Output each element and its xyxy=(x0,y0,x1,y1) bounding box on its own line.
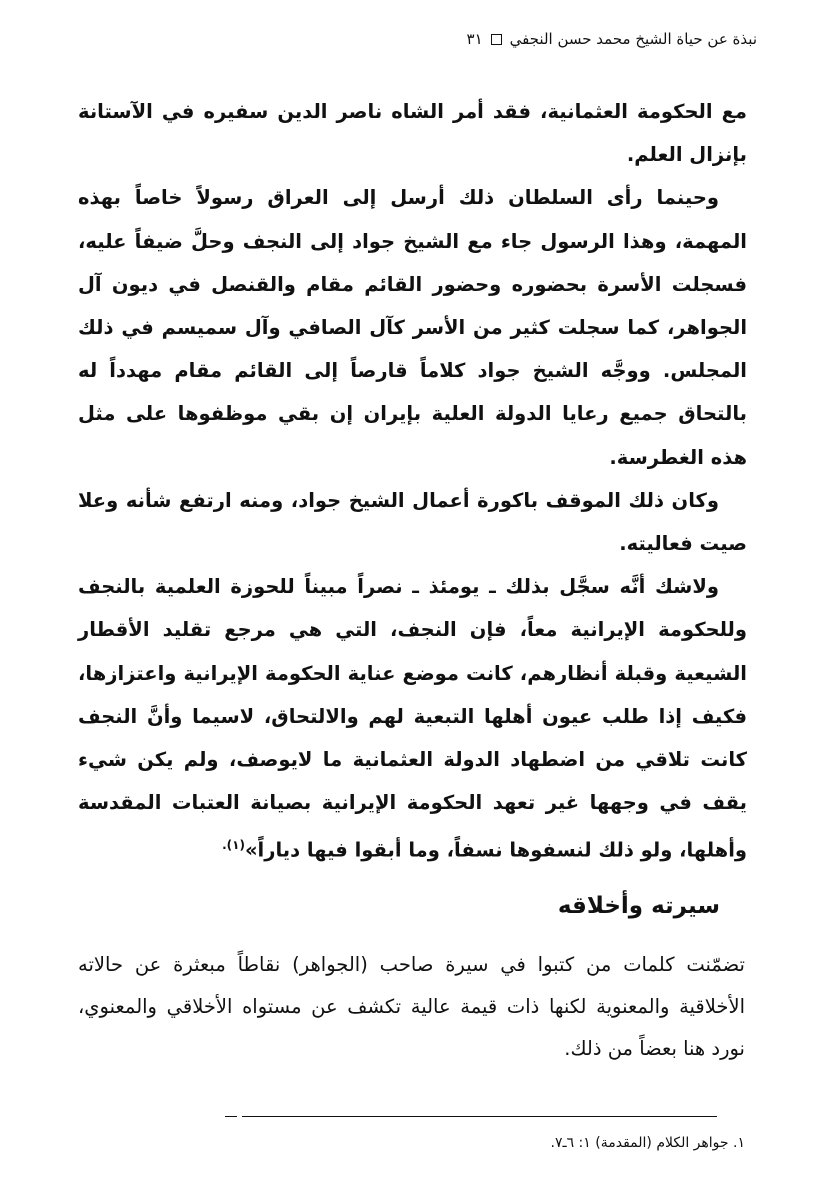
footnote-reference[interactable]: (١). xyxy=(222,838,245,853)
paragraph-3: وكان ذلك الموقف باكورة أعمال الشيخ جواد، ومنه ارتفع شأنه وعلا صيت فعاليته. xyxy=(78,488,747,556)
section-paragraph: تضمّنت كلمات من كتبوا في سيرة صاحب (الجواهر) نقاطاً مبعثرة عن حالاته الأخلاقية والمعنوية لكنها ذات قيمة عالية تكشف عن مستواه الأخلاقي والمعنوي، نورد هنا بعضاً من ذلك. xyxy=(78,953,745,1060)
body-text xyxy=(78,90,747,872)
square-separator-icon xyxy=(491,34,502,45)
paragraph-4 xyxy=(78,565,747,872)
paragraph-1: مع الحكومة العثمانية، فقد أمر الشاه ناصر الدين سفيره في الآستانة بإنزال العلم. xyxy=(78,100,747,167)
section-body-text xyxy=(78,944,745,1070)
footnote-text: ١. جواهر الكلام (المقدمة) ١: ٦ـ٧. xyxy=(550,1135,745,1151)
footnote-divider-dash xyxy=(225,1116,237,1117)
footnote-divider xyxy=(242,1116,717,1117)
running-head-title: نبذة عن حياة الشيخ محمد حسن النجفي xyxy=(509,30,757,48)
running-head xyxy=(400,30,757,48)
section-heading: سيرته وأخلاقه xyxy=(557,893,720,919)
page-number: ٣١ xyxy=(466,30,483,48)
paragraph-2: وحينما رأى السلطان ذلك أرسل إلى العراق رسولاً خاصاً بهذه المهمة، وهذا الرسول جاء مع الشيخ جواد إلى النجف وحلَّ ضيفاً عليه، فسجلت الأسرة بحضوره وحضور القائم مقام والقنصل في ديون آل الجواهر، كما سجلت كثير من الأسر كآل الصافي وآل سميسم في ذلك المجلس. ووجَّه الشيخ جواد كلاماً قارصاً إلى القائم مقام مهدداً له بالتحاق جميع رعايا الدولة العلية بإيران إن بقي موظفوها على مثل هذه الغطرسة. xyxy=(78,186,747,469)
paragraph-4-text: ولاشك أنَّه سجَّل بذلك ـ يومئذ ـ نصراً مبيناً للحوزة العلمية بالنجف وللحكومة الإيرانية معاً، فإن النجف، التي هي مرجع تقليد الأقطار الشيعية وقبلة أنظارهم، كانت موضع عناية الحكومة الإيرانية واعتزازها، فكيف إذا طلب عيون أهلها التبعية لهم والالتحاق، لاسيما وأنَّ النجف كانت تلاقي من اضطهاد الدولة العثمانية ما لايوصف، ولم يكن شيء يقف في وجهها غير تعهد الحكومة الإيرانية بصيانة العتبات المقدسة وأهلها، ولو ذلك لنسفوها نسفاً، وما أبقوا فيها دياراً» xyxy=(78,575,747,862)
